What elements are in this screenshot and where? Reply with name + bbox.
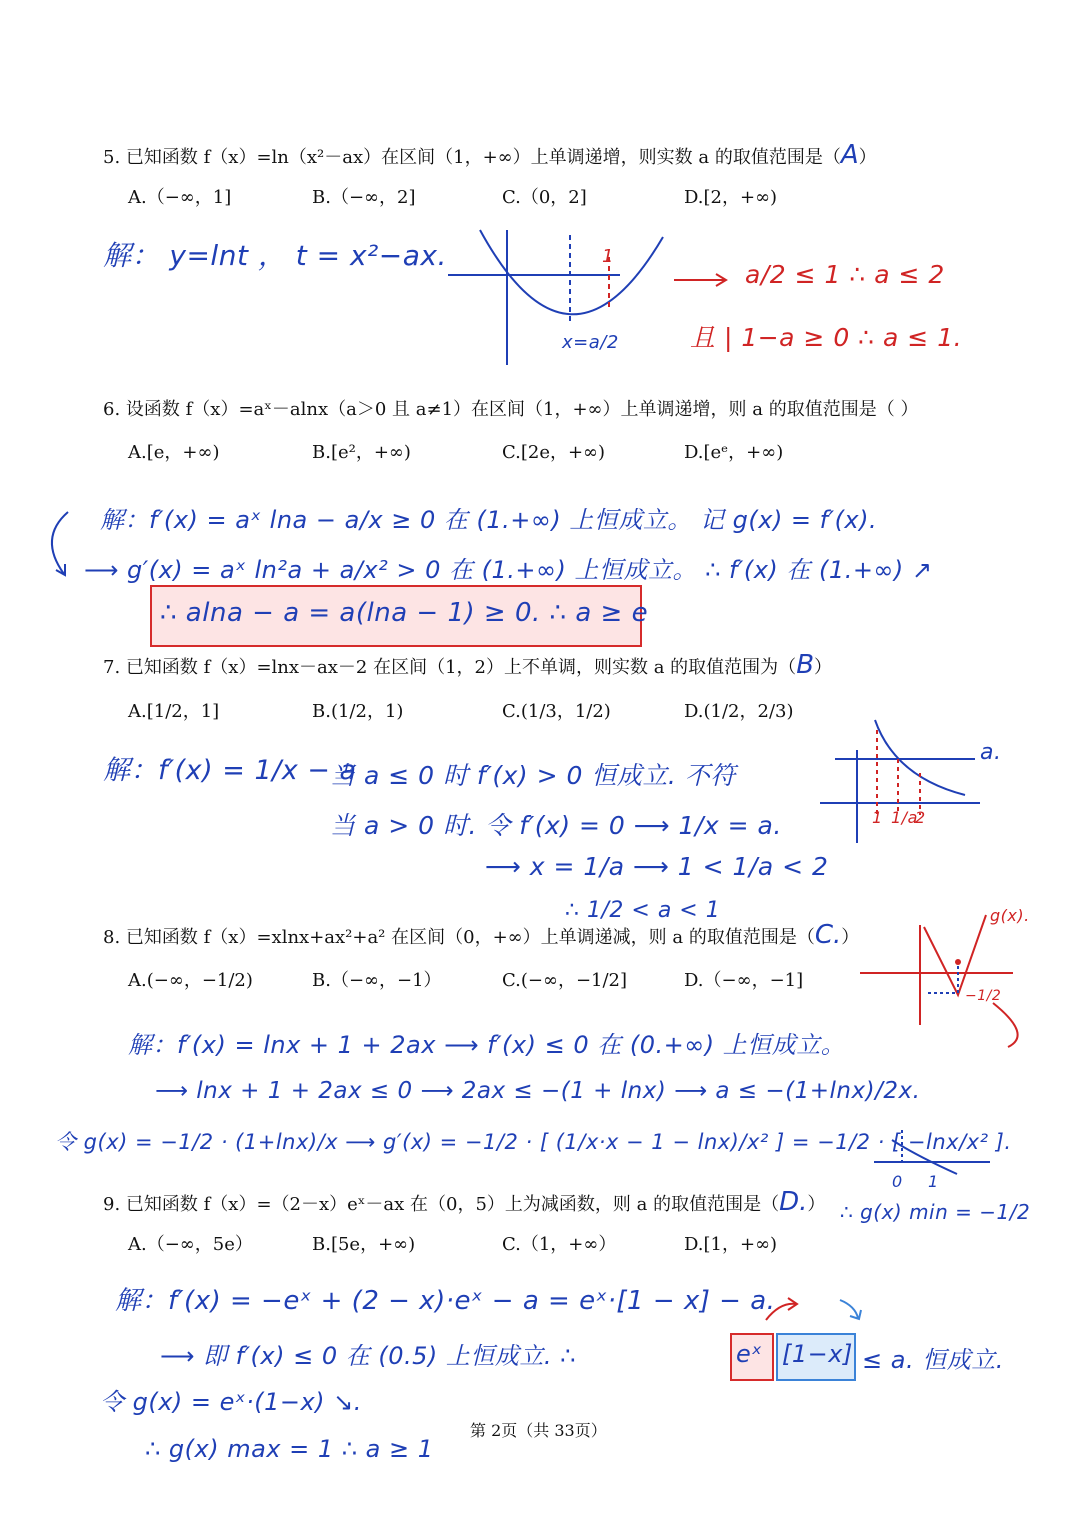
question-9-stem: 9. 已知函数 f（x）=（2－x）eˣ－ax 在（0，5）上为减函数，则 a 的取值范围是（D.） <box>103 1187 826 1217</box>
q5-option-b: B.（−∞，2] <box>312 187 416 208</box>
q5-vertex-label: x=a/2 <box>562 332 619 353</box>
q5-answer: A <box>840 140 859 170</box>
q6-solution-line-1: 解：f′(x) = aˣ lna − a/x ≥ 0 在 (1.+∞) 上恒成立。 记 g(x) = f′(x). <box>100 506 878 534</box>
q9-option-a: A.（−∞，5e） <box>128 1234 253 1255</box>
q8-answer: C. <box>814 920 842 950</box>
q6-option-a: A.[e，+∞) <box>128 442 220 463</box>
q8-solution-line-2: ⟶ lnx + 1 + 2ax ≤ 0 ⟶ 2ax ≤ −(1 + lnx) ⟶ a ≤ −(1+lnx)/2x. <box>155 1078 921 1104</box>
q8-solution-line-1: 解：f′(x) = lnx + 1 + 2ax ⟶ f′(x) ≤ 0 在 (0.+∞) 上恒成立。 <box>128 1031 846 1059</box>
q8-sign-tick-1: 1 <box>928 1172 939 1191</box>
q7-case-3: ⟶ x = 1/a ⟶ 1 < 1/a < 2 <box>485 852 829 881</box>
q5-option-c: C.（0，2] <box>502 187 587 208</box>
q9-option-b: B.[5e，+∞) <box>312 1234 416 1255</box>
q7-option-d: D.(1/2，2/3) <box>684 701 794 722</box>
question-6-stem: 6. 设函数 f（x）=aˣ－alnx（a＞0 且 a≠1）在区间（1，+∞）上单调递增，则 a 的取值范围是（ ） <box>103 399 919 420</box>
q5-result-1: a/2 ≤ 1 ∴ a ≤ 2 <box>745 260 945 289</box>
q7-case-1: 当 a ≤ 0 时 f′(x) > 0 恒成立. 不符 <box>330 761 736 790</box>
q9-option-c: C.（1，+∞） <box>502 1234 617 1255</box>
question-8-stem: 8. 已知函数 f（x）=xlnx+ax²+a² 在区间（0，+∞）上单调递减，则 a 的取值范围是（C.） <box>103 920 860 950</box>
q8-option-d: D.（−∞，−1] <box>684 970 804 991</box>
q8-graph-tick: −1/2 <box>965 988 1002 1004</box>
page-footer: 第 2页（共 33页） <box>470 1421 607 1440</box>
q6-option-b: B.[e²，+∞) <box>312 442 411 463</box>
q7-tick-1: 1 <box>872 808 883 827</box>
q9-linear-term: [1−x] <box>782 1340 853 1368</box>
q6-conclusion: ∴ alna − a = a(lna − 1) ≥ 0. ∴ a ≥ e <box>160 598 649 628</box>
q5-result-2: 且 | 1−a ≥ 0 ∴ a ≤ 1. <box>690 323 963 352</box>
q5-solution-line: 解： y=lnt ， t = x²−ax. <box>103 239 447 272</box>
q7-option-a: A.[1/2，1] <box>128 701 220 722</box>
q9-solution-line-2b: ≤ a. 恒成立. <box>862 1346 1004 1374</box>
q8-graph-label: g(x). <box>990 906 1030 925</box>
q6-option-d: D.[eᵉ，+∞) <box>684 442 784 463</box>
q9-arrows <box>760 1292 870 1328</box>
q6-option-c: C.[2e，+∞) <box>502 442 606 463</box>
q8-solution-line-3: 令 g(x) = −1/2 · (1+lnx)/x ⟶ g′(x) = −1/2 · [ (1/x·x − 1 − lnx)/x² ] = −1/2 · [ −lnx/x² ]. <box>55 1130 1012 1154</box>
q7-option-c: C.(1/3，1/2) <box>502 701 611 722</box>
q7-graph-a-label: a. <box>980 740 1002 765</box>
q5-parabola-sketch <box>445 225 675 370</box>
q9-solution-line-2a: ⟶ 即 f′(x) ≤ 0 在 (0.5) 上恒成立. ∴ <box>160 1342 576 1370</box>
q7-solution-line: 解：f′(x) = 1/x − a <box>103 755 357 786</box>
q7-answer: B <box>796 650 815 680</box>
question-7-stem: 7. 已知函数 f（x）=lnx－ax－2 在区间（1，2）上不单调，则实数 a 的取值范围为（B） <box>103 650 833 680</box>
q8-sign-tick-0: 0 <box>892 1172 903 1191</box>
question-5-stem: 5. 已知函数 f（x）=ln（x²－ax）在区间（1，+∞）上单调递增，则实数 a 的取值范围是（A） <box>103 140 877 170</box>
q8-option-c: C.(−∞，−1/2] <box>502 970 628 991</box>
q7-case-4: ∴ 1/2 < a < 1 <box>565 898 721 923</box>
q6-solution-line-2: ⟶ g′(x) = aˣ ln²a + a/x² > 0 在 (1.+∞) 上恒成立。 ∴ f′(x) 在 (1.+∞) ↗ <box>84 556 933 584</box>
q7-option-b: B.(1/2，1) <box>312 701 404 722</box>
q6-curved-arrow <box>38 508 78 580</box>
q9-solution-line-4: ∴ g(x) max = 1 ∴ a ≥ 1 <box>145 1435 434 1463</box>
q5-tick-1: 1 <box>602 246 614 267</box>
q5-option-d: D.[2，+∞) <box>684 187 778 208</box>
q5-arrow <box>672 270 732 290</box>
q9-answer: D. <box>779 1187 808 1217</box>
q5-option-a: A.（−∞，1] <box>128 187 232 208</box>
q7-tick-1-over-a: 1/a <box>891 808 918 827</box>
q8-option-a: A.(−∞，−1/2) <box>128 970 253 991</box>
q9-solution-line-1: 解：f′(x) = −eˣ + (2 − x)·eˣ − a = eˣ·[1 − x] − a. <box>115 1286 776 1316</box>
q8-g-min: ∴ g(x) min = −1/2 <box>840 1200 1031 1224</box>
q7-case-2: 当 a > 0 时. 令 f′(x) = 0 ⟶ 1/x = a. <box>330 811 782 840</box>
q9-solution-line-3: 令 g(x) = eˣ·(1−x) ↘. <box>100 1388 362 1416</box>
q7-tick-2: 2 <box>915 808 926 827</box>
q9-option-d: D.[1，+∞) <box>684 1234 778 1255</box>
q8-option-b: B.（−∞，−1） <box>312 970 442 991</box>
q9-exp-term: eˣ <box>736 1340 763 1368</box>
